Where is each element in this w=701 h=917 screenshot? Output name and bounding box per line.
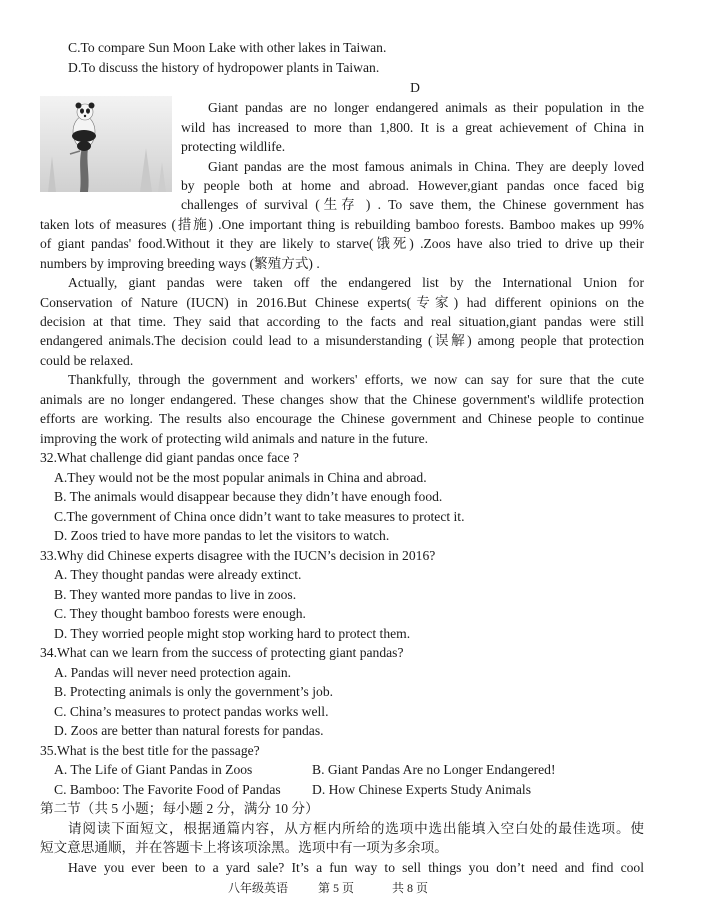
passage-p1-line3: protecting wildlife.	[181, 139, 286, 154]
q35-option-b: B. Giant Pandas Are no Longer Endangered!	[312, 762, 556, 777]
q34-option-b: B. Protecting animals is only the government’s job.	[54, 684, 334, 699]
q33-option-c: C. They thought bamboo forests were enough.	[54, 606, 306, 621]
panda-photo	[40, 96, 172, 192]
passage-p1-line2: wild has increased to more than 1,800. It is a great achievement of China in	[181, 120, 644, 135]
passage-p4-line4: improving the work of protecting wild animals and nature in the future.	[40, 431, 429, 446]
passage-p1-line1: Giant pandas are no longer endangered animals as their population in the	[208, 100, 644, 115]
panda-on-tree-image	[40, 96, 172, 192]
passage-p3-line3: decision at that time. They said that according to the facts and real situation,giant pandas were still	[40, 314, 644, 329]
passage-p2-line3: challenges of survival (生存 ) . To save them, the Chinese government has	[181, 197, 644, 212]
q34-option-d: D. Zoos are better than natural forests for pandas.	[54, 723, 324, 738]
question-33: 33.Why did Chinese experts disagree with the IUCN’s decision in 2016?	[40, 548, 436, 563]
q33-option-b: B. They wanted more pandas to live in zoos.	[54, 587, 297, 602]
passage-p2-line1: Giant pandas are the most famous animals in China. They are deeply loved	[208, 159, 644, 174]
q32-option-c: C.The government of China once didn’t want to take measures to protect it.	[54, 509, 465, 524]
prev-option-c: C.To compare Sun Moon Lake with other lakes in Taiwan.	[68, 40, 387, 55]
q35-option-a: A. The Life of Giant Pandas in Zoos	[54, 762, 253, 777]
section2-instruction-line1: 请阅读下面短文，根据通篇内容，从方框内所给的选项中选出能填入空白处的最佳选项。使	[68, 821, 644, 836]
question-35: 35.What is the best title for the passage?	[40, 743, 260, 758]
footer-page-number: 第 5 页	[318, 881, 355, 895]
footer-total-pages: 共 8 页	[392, 881, 429, 895]
q33-option-a: A. They thought pandas were already extinct.	[54, 567, 302, 582]
section-letter: D	[410, 80, 420, 95]
q35-option-d: D. How Chinese Experts Study Animals	[312, 782, 531, 797]
passage-p2-line4: taken lots of measures (措施) .One important thing is rebuilding bamboo forests. Bamboo makes up 99%	[40, 217, 644, 232]
passage-p2-line2: by people both at home and abroad. However,giant pandas once faced big	[181, 178, 644, 193]
q32-option-b: B. The animals would disappear because they didn’t have enough food.	[54, 489, 443, 504]
passage-p3-line1: Actually, giant pandas were taken off the endangered list by the International Union for	[68, 275, 644, 290]
q34-option-a: A. Pandas will never need protection again.	[54, 665, 292, 680]
q34-option-c: C. China’s measures to protect pandas works well.	[54, 704, 329, 719]
q35-option-c: C. Bamboo: The Favorite Food of Pandas	[54, 782, 281, 797]
passage-p4-line2: animals are no longer endangered. These changes show that the Chinese government's wildlife protection	[40, 392, 644, 407]
passage-p2-line5: of giant pandas' food.Without it they are likely to starve(饿死) .Zoos have also tried to drive up their	[40, 236, 644, 251]
passage-p3-line2: Conservation of Nature (IUCN) in 2016.But Chinese experts(专家) had different opinions on the	[40, 295, 644, 310]
footer-subject: 八年级英语	[228, 881, 289, 895]
passage-p4-line3: efforts are working. The results also encourage the Chinese government and Chinese people to continue	[40, 411, 644, 426]
section2-passage-start: Have you ever been to a yard sale? It’s a fun way to sell things you don’t need and find cool	[68, 860, 644, 875]
passage-p4-line1: Thankfully, through the government and workers' efforts, we now can say for sure that the cute	[68, 372, 644, 387]
prev-option-d: D.To discuss the history of hydropower plants in Taiwan.	[68, 60, 380, 75]
passage-p3-line5: could be relaxed.	[40, 353, 134, 368]
q33-option-d: D. They worried people might stop working hard to protect them.	[54, 626, 411, 641]
q32-option-d: D. Zoos tried to have more pandas to let the visitors to watch.	[54, 528, 390, 543]
q32-option-a: A.They would not be the most popular animals in China and abroad.	[54, 470, 427, 485]
passage-p3-line4: endangered animals.The decision could lead to a misunderstanding (误解) among people that protection	[40, 333, 644, 348]
question-32: 32.What challenge did giant pandas once face ?	[40, 450, 299, 465]
section2-instruction-line2: 短文意思通顺，并在答题卡上将该项涂黑。选项中有一项为多余项。	[40, 840, 448, 855]
question-34: 34.What can we learn from the success of protecting giant pandas?	[40, 645, 404, 660]
passage-p2-line6: numbers by improving breeding ways (繁殖方式) .	[40, 256, 320, 271]
section2-heading: 第二节（共 5 小题；每小题 2 分，满分 10 分）	[40, 801, 319, 816]
